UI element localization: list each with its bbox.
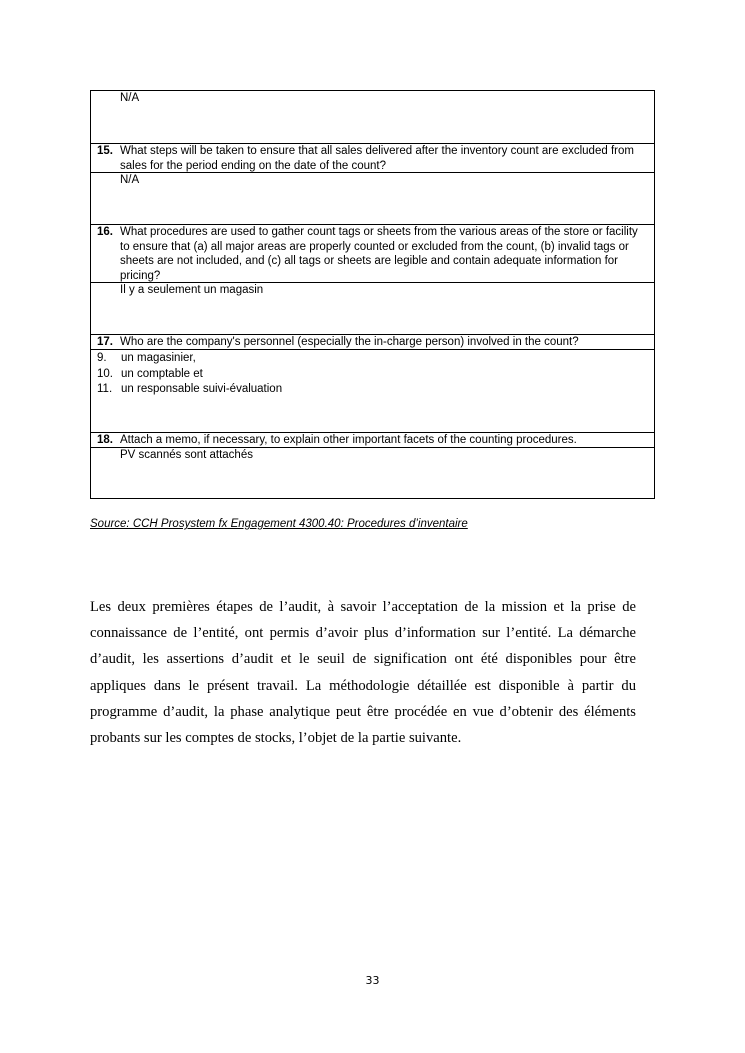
inventory-questionnaire-table [90, 90, 655, 499]
question-row-18 [91, 432, 654, 447]
answer-text: Il y a seulement un magasin [120, 284, 264, 296]
question-row-15 [91, 143, 654, 172]
source-citation: Source: CCH Prosystem fx Engagement 4300.40: Procedures d’inventaire [90, 518, 468, 530]
question-number: 17. [97, 336, 113, 348]
answer-row-14 [91, 91, 654, 143]
question-number: 16. [97, 226, 113, 238]
list-item [97, 367, 654, 382]
question-number: 18. [97, 434, 113, 446]
answer-text: PV scannés sont attachés [120, 449, 253, 461]
answer-row-18 [91, 447, 654, 498]
question-row-17 [91, 334, 654, 349]
list-item-text: un comptable et [121, 367, 203, 380]
list-item [97, 382, 654, 397]
question-text: Who are the company's personnel (especially the in-charge person) involved in the count? [120, 336, 579, 348]
answer-row-15 [91, 172, 654, 224]
question-text: Attach a memo, if necessary, to explain other important facets of the counting procedures. [120, 434, 577, 446]
answer-text: N/A [120, 92, 140, 104]
question-text: What procedures are used to gather count tags or sheets from the various areas of the store or facility to ensure that (a) all major areas are properly counted or excluded from the count, (b) invalid tags or sheets are not included, and (c) all tags or sheets are legible and contain adequate information for pricing? [120, 226, 638, 282]
page-number: 33 [365, 974, 380, 987]
list-item-text: un responsable suivi-évaluation [121, 383, 283, 395]
list-item-number: 9. [97, 352, 107, 364]
question-number: 15. [97, 145, 113, 157]
list-item [97, 351, 654, 366]
body-paragraph: Les deux premières étapes de l’audit, à savoir l’acceptation de la mission et la prise de connaissance de l’entité, ont permis d’avoir plus d’information sur l’entité. La démarche d’audit, les assertions d’audit et le seuil de signification ont été disponibles pour être appliques dans le présent travail. La méthodologie détaillée est disponible à partir du programme d’audit, la phase analytique peut être procédée en vue d’obtenir des éléments probants sur les comptes de stocks, l’objet de la partie suivante. [90, 599, 636, 747]
answer-text: N/A [120, 174, 140, 186]
answer-row-16 [91, 282, 654, 334]
question-text: What steps will be taken to ensure that all sales delivered after the inventory count are excluded from sales for the period ending on the date of the count? [120, 145, 634, 172]
list-item-text: un magasinier, [121, 352, 196, 364]
answer-row-17 [91, 349, 654, 432]
question-row-16 [91, 224, 654, 282]
list-item-number: 11. [97, 383, 113, 395]
list-item-number: 10. [97, 367, 113, 380]
